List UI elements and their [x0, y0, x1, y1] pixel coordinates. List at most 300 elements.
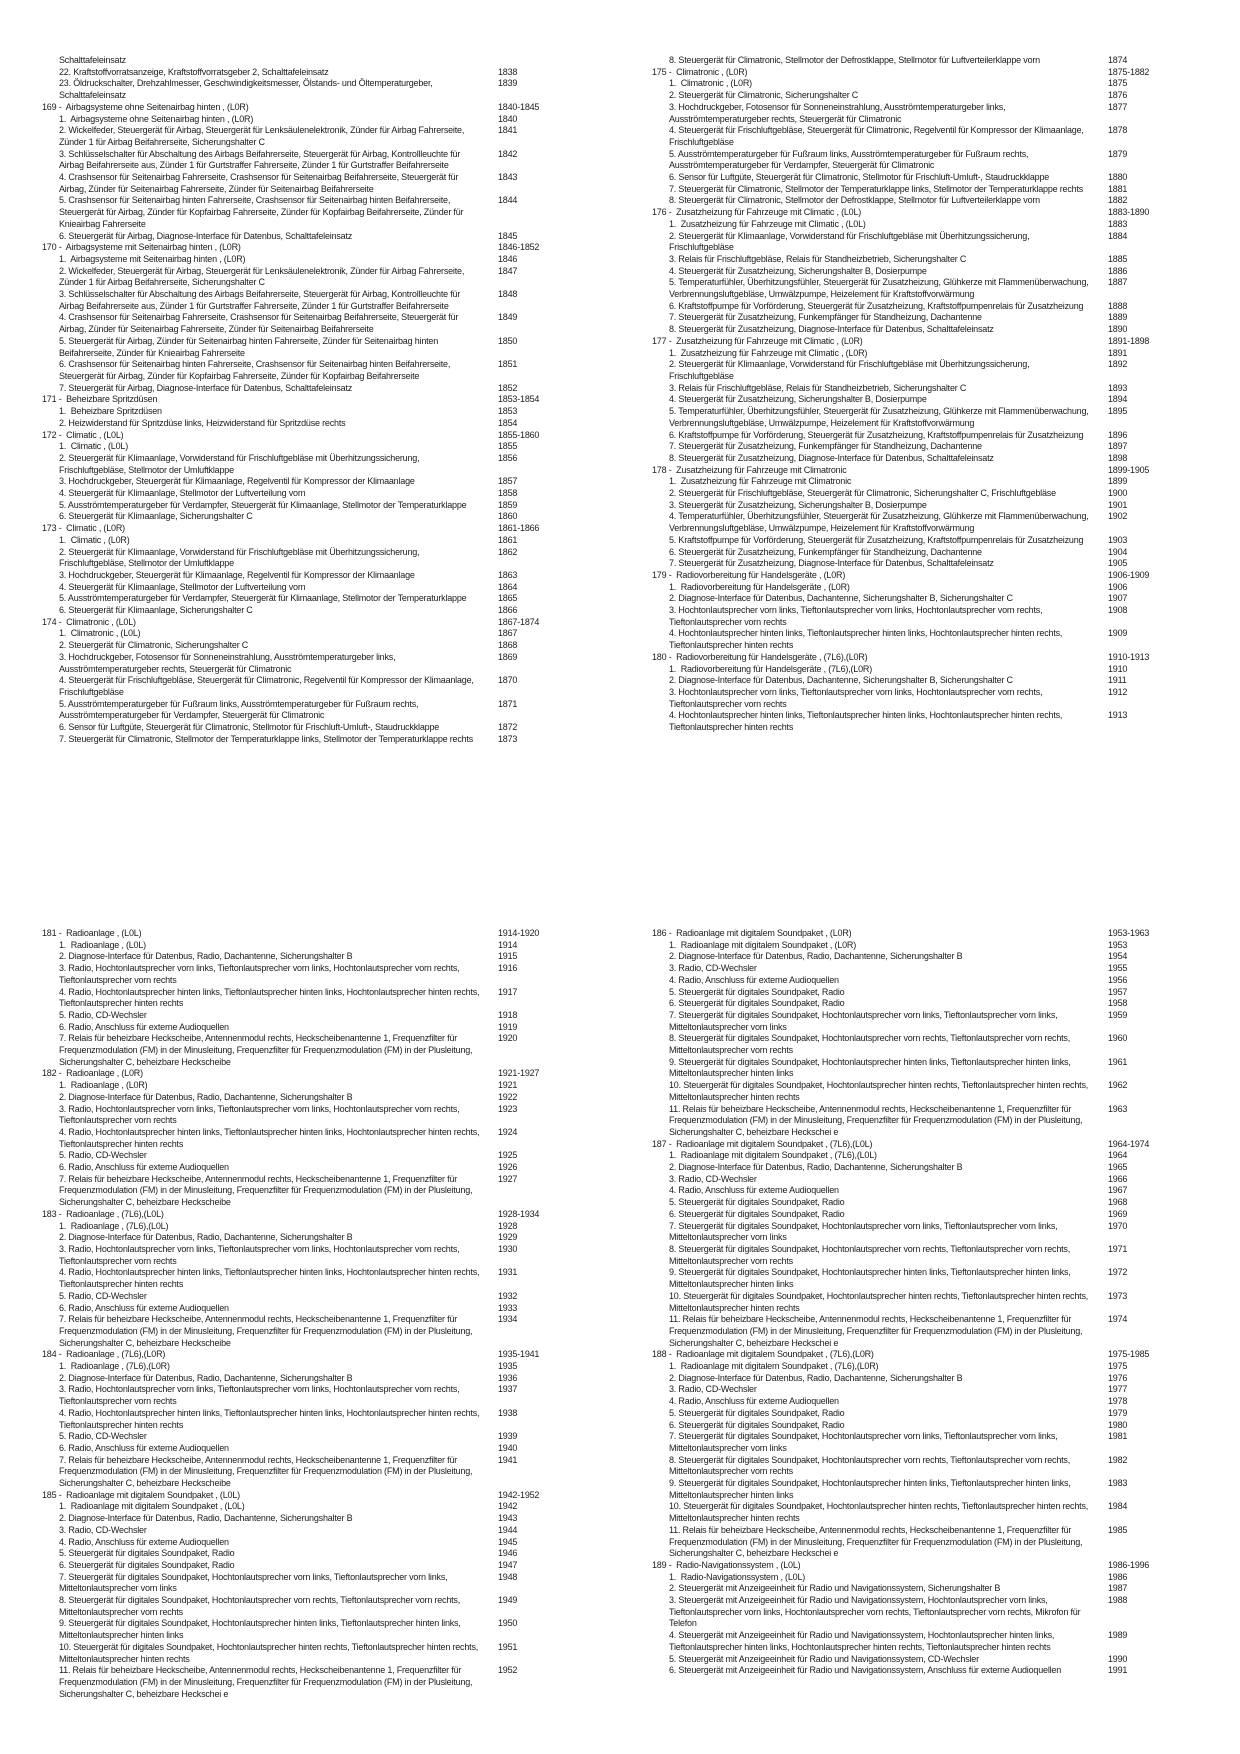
entry-text: 5. Steuergerät für Airbag, Zünder für Seitenairbag hinten Fahrerseite, Zünder für Seitenairbag hinten Beifahrerseite, Zünder für Knieairbag Fahrerseite [59, 335, 439, 358]
entry-text: 3. Radio, Hochtonlautsprecher vorn links, Tieftonlautsprecher vorn links, Hochtonlautsprecher vorn rechts, Tieftonlautsprecher vorn rechts [59, 963, 460, 985]
page-number: 1839 [498, 78, 518, 89]
page-number: 1894 [1108, 394, 1128, 405]
section-header-row [652, 207, 1172, 219]
index-entry-row [652, 1361, 1172, 1373]
section-header-row [652, 1560, 1172, 1572]
index-entry-row [652, 312, 1172, 324]
entry-text: 4. Steuergerät mit Anzeigeeinheit für Radio und Navigationssystem, Hochtonlautsprecher hinten links, Tieftonlautsprecher hinten links, Hochtonlautsprecher hinten rechts, Tieftonlautsprecher hinten rechts [669, 1630, 1055, 1652]
index-entry-row [652, 1408, 1172, 1420]
index-entry-row [42, 231, 562, 243]
entry-text: 2. Diagnose-Interface für Datenbus, Radio, Dachantenne, Sicherungshalter B [59, 1372, 353, 1383]
page-number: 1936 [498, 1372, 518, 1383]
entry-text: 3. Hochdruckgeber, Steuergerät für Klimaanlage, Regelventil für Kompressor der Klimaanlage [59, 569, 415, 580]
entry-text: 11. Relais für beheizbare Heckscheibe, Antennenmodul rechts, Heckscheibenantenne 1, Frequenzfilter für Frequenzmodulation (FM) in der Minusleitung, Frequenzfilter für Frequenzmodulation (FM) in der Plusleitung, Sicherungshalter C, beheizbare Heckschei e [669, 1524, 1083, 1559]
section-header-row [42, 1068, 562, 1080]
page-number: 1861-1866 [498, 523, 540, 534]
entry-text: 6. Steuergerät für Klimaanlage, Sicherungshalter C [59, 605, 253, 616]
index-entry-row [652, 1373, 1172, 1385]
index-entry-row [42, 476, 562, 488]
page-number: 1848 [498, 289, 518, 300]
index-entry-row [42, 1373, 562, 1385]
page-number: 1914-1920 [498, 928, 540, 938]
entry-text: 8. Steuergerät für Climatronic, Stellmotor der Defrostklappe, Stellmotor für Luftverteilerklappe vorn [669, 195, 1040, 206]
page-number: 1843 [498, 172, 518, 183]
section-title: 182 - Radioanlage , (L0R) [42, 1068, 143, 1079]
page-number: 1949 [498, 1595, 518, 1606]
page-number: 1910 [1108, 663, 1128, 674]
index-entry-row [42, 1010, 562, 1022]
page-number: 1991 [1108, 1665, 1128, 1676]
index-entry-row [652, 1209, 1172, 1221]
index-entry-row [652, 125, 1172, 148]
index-entry-row [652, 1185, 1172, 1197]
entry-text: 5. Radio, CD-Wechsler [59, 1150, 147, 1161]
entry-text: 2. Steuergerät mit Anzeigeeinheit für Radio und Navigationssystem, Sicherungshalter B [669, 1583, 1001, 1594]
index-entry-row [42, 1361, 562, 1373]
section-title: 174 - Climatronic , (L0L) [42, 616, 136, 627]
page-number: 1928-1934 [498, 1208, 540, 1219]
page-number: 1862 [498, 546, 518, 557]
index-entry-row [42, 628, 562, 640]
entry-text: 5. Steuergerät mit Anzeigeeinheit für Radio und Navigationssystem, CD-Wechsler [669, 1653, 979, 1664]
entry-text: 3. Radio, CD-Wechsler [669, 1384, 757, 1395]
page-number: 1983 [1108, 1478, 1128, 1489]
section-title: 181 - Radioanlage , (L0L) [42, 928, 142, 938]
page-number: 1987 [1108, 1583, 1128, 1594]
index-entry-row [42, 55, 562, 67]
entry-text: 1. Zusatzheizung für Fahrzeuge mit Climatic , (L0L) [669, 218, 866, 229]
entry-text: 2. Steuergerät für Klimaanlage, Vorwiderstand für Frischluftgebläse mit Überhitzungssicherung, Frischluftgebläse [669, 230, 1030, 253]
index-entry-row [652, 1478, 1172, 1501]
entry-text: 1. Radioanlage , (7L6),(L0R) [59, 1361, 170, 1372]
index-entry-row [652, 675, 1172, 687]
entry-text: 2. Steuergerät für Frischluftgebläse, Steuergerät für Climatronic, Sicherungshalter C, Frischluftgebläse [669, 488, 1056, 499]
page-number: 1917 [498, 986, 518, 997]
page-number: 1973 [1108, 1290, 1128, 1301]
section-header-row [652, 570, 1172, 582]
page-number: 1941 [498, 1454, 518, 1465]
index-entry-row [652, 1080, 1172, 1103]
entry-text: 10. Steuergerät für digitales Soundpaket, Hochtonlautsprecher hinten rechts, Tieftonlautsprecher hinten rechts, Mitteltonlautsprecher hinten rechts [669, 1501, 1089, 1524]
index-entry-row [42, 1092, 562, 1104]
index-entry-row [42, 1431, 562, 1443]
page-number: 1985 [1108, 1524, 1128, 1535]
entry-text: 3. Steuergerät mit Anzeigeeinheit für Radio und Navigationssystem, Hochtonlautsprecher vorn links, Tieftonlautsprecher vorn links, Hochtonlautsprecher vorn rechts, Tieftonlautsprecher vorn rechts, Mikrofon für Telefon [669, 1595, 1081, 1629]
index-entry-row [652, 664, 1172, 676]
index-entry-row [42, 488, 562, 500]
entry-text: 1. Radiovorbereitung für Handelsgeräte , (L0R) [669, 581, 850, 592]
page-number: 1846 [498, 253, 518, 264]
index-entry-row [42, 1033, 562, 1068]
page-number: 1859 [498, 499, 518, 510]
index-entry-row [42, 1232, 562, 1244]
page-number: 1923 [498, 1103, 518, 1114]
section-header-row [42, 430, 562, 442]
index-entry-row [42, 1513, 562, 1525]
page-number: 1855 [498, 441, 518, 452]
page-number: 1885 [1108, 253, 1128, 264]
page-number: 1978 [1108, 1396, 1128, 1407]
index-entry-row [42, 149, 562, 172]
index-entry-row [652, 359, 1172, 382]
entry-text: 4. Hochtonlautsprecher hinten links, Tieftonlautsprecher hinten links, Hochtonlautsprecher hinten rechts, Tieftonlautsprecher hinten rechts [669, 710, 1063, 733]
section-title: 180 - Radiovorbereitung für Handelsgeräte , (7L6),(L0R) [652, 651, 868, 662]
index-entry-row [652, 90, 1172, 102]
entry-text: 7. Relais für beheizbare Heckscheibe, Antennenmodul rechts, Heckscheibenantenne 1, Frequenzfilter für Frequenzmodulation (FM) in der Minusleitung, Frequenzfilter für Frequenzmodulation (FM) in der Plusleitung, Sicherungshalter C, beheizbare Heckscheibe [59, 1314, 473, 1348]
entry-text: 5. Steuergerät für digitales Soundpaket, Radio [59, 1548, 235, 1559]
page-number: 1897 [1108, 441, 1128, 452]
index-entry-row [42, 1104, 562, 1127]
page-number: 1906-1909 [1108, 569, 1150, 580]
index-entry-row [652, 1162, 1172, 1174]
page-number: 1906 [1108, 581, 1128, 592]
entry-text: 5. Ausströmtemperaturgeber für Fußraum links, Ausströmtemperaturgeber für Fußraum rechts, Ausströmtemperaturgeber für Verdampfer, Steuergerät für Climatronic [59, 698, 419, 721]
entry-text: 2. Diagnose-Interface für Datenbus, Dachantenne, Sicherungshalter B, Sicherungshalter C [669, 675, 1013, 686]
page-number: 1989 [1108, 1630, 1128, 1641]
index-entry-row [42, 1314, 562, 1349]
page-number: 1982 [1108, 1454, 1128, 1465]
index-entry-row [42, 1455, 562, 1490]
entry-text: 6. Steuergerät für Zusatzheizung, Funkempfänger für Standheizung, Dachantenne [669, 546, 982, 557]
index-entry-row [652, 195, 1172, 207]
page-number: 1853-1854 [498, 394, 540, 405]
page-number: 1975 [1108, 1361, 1128, 1372]
index-entry-row [652, 1583, 1172, 1595]
section-header-row [652, 465, 1172, 477]
section-title: 183 - Radioanlage , (7L6),(L0L) [42, 1208, 164, 1219]
index-entry-row [652, 1010, 1172, 1033]
page-number: 1863 [498, 569, 518, 580]
entry-text: Schalttafeleinsatz [59, 55, 126, 65]
page-number: 1891-1898 [1108, 335, 1150, 346]
index-entry-row [42, 1537, 562, 1549]
page-number: 1945 [498, 1536, 518, 1547]
entry-text: 7. Steuergerät für digitales Soundpaket, Hochtonlautsprecher vorn links, Tieftonlautsprecher vorn links, Mitteltonlautsprecher vorn links [59, 1571, 448, 1594]
index-entry-row [42, 1572, 562, 1595]
page-number: 1861 [498, 534, 518, 545]
page-number: 1904 [1108, 546, 1128, 557]
page-number: 1851 [498, 359, 518, 370]
entry-text: 2. Wickelfeder, Steuergerät für Airbag, Steuergerät für Lenksäulenelektronik, Zünder für Airbag Fahrerseite, Zünder 1 für Airbag Beifahrerseite, Sicherungshalter C [59, 265, 465, 288]
entry-text: 3. Radio, CD-Wechsler [59, 1524, 147, 1535]
entry-text: 4. Radio, Hochtonlautsprecher hinten links, Tieftonlautsprecher hinten links, Hochtonlautsprecher hinten rechts, Tieftonlautsprecher hinten rechts [59, 1407, 480, 1430]
page-number: 1971 [1108, 1243, 1128, 1254]
section-title: 173 - Climatic , (L0R) [42, 523, 125, 534]
page-number: 1909 [1108, 628, 1128, 639]
index-entry-row [42, 172, 562, 195]
index-entry-row [42, 1162, 562, 1174]
page-number: 1919 [498, 1021, 518, 1032]
entry-text: 4. Radio, Hochtonlautsprecher hinten links, Tieftonlautsprecher hinten links, Hochtonlautsprecher hinten rechts, Tieftonlautsprecher hinten rechts [59, 1126, 480, 1149]
index-entry-row [42, 1665, 562, 1700]
index-block-bottom [42, 928, 1198, 1700]
page-number: 1951 [498, 1641, 518, 1652]
page-number: 1924 [498, 1126, 518, 1137]
entry-text: 6. Radio, Anschluss für externe Audioquellen [59, 1302, 229, 1313]
index-entry-row [42, 266, 562, 289]
entry-text: 8. Steuergerät für Zusatzheizung, Diagnose-Interface für Datenbus, Schalttafeleinsatz [669, 452, 994, 463]
entry-text: 9. Steuergerät für digitales Soundpaket, Hochtonlautsprecher hinten links, Tieftonlautsprecher hinten links, Mitteltonlautsprecher hinten links [669, 1056, 1071, 1079]
page-number: 1896 [1108, 429, 1128, 440]
index-entry-row [42, 1525, 562, 1537]
entry-text: 7. Steuergerät für digitales Soundpaket, Hochtonlautsprecher vorn links, Tieftonlautsprecher vorn links, Mitteltonlautsprecher vorn links [669, 1431, 1058, 1453]
index-entry-row [652, 277, 1172, 300]
index-entry-row [652, 394, 1172, 406]
index-entry-row [42, 1291, 562, 1303]
index-entry-row [652, 940, 1172, 952]
page-number: 1965 [1108, 1162, 1128, 1173]
page-number: 1958 [1108, 998, 1128, 1009]
section-title: 179 - Radiovorbereitung für Handelsgeräte , (L0R) [652, 569, 846, 580]
entry-text: 23. Öldruckschalter, Drehzahlmesser, Geschwindigkeitsmesser, Ölstands- und Öltemperaturgeber, Schalttafeleinsatz [59, 78, 433, 101]
entry-text: 2. Steuergerät für Climatronic, Sicherungshalter C [669, 90, 859, 101]
entry-text: 6. Steuergerät mit Anzeigeeinheit für Radio und Navigationssystem, Anschluss für externe Audioquellen [669, 1665, 1062, 1676]
section-header-row [652, 336, 1172, 348]
section-title: 188 - Radioanlage mit digitalem Soundpaket , (7L6),(L0R) [652, 1349, 874, 1360]
page-number: 1888 [1108, 300, 1128, 311]
section-header-row [652, 1349, 1172, 1361]
index-entry-row [42, 1022, 562, 1034]
page-number: 1964 [1108, 1150, 1128, 1161]
page-number: 1875-1882 [1108, 66, 1150, 77]
page-number: 1955 [1108, 963, 1128, 974]
page-number: 1901 [1108, 499, 1128, 510]
page-number: 1891 [1108, 347, 1128, 358]
page-number: 1875 [1108, 78, 1128, 89]
entry-text: 2. Steuergerät für Klimaanlage, Vorwiderstand für Frischluftgebläse mit Überhitzungssicherung, Frischluftgebläse [669, 359, 1030, 381]
page-number: 1974 [1108, 1314, 1128, 1325]
page-number: 1838 [498, 66, 518, 77]
index-entry-row [42, 1221, 562, 1233]
index-entry-row [42, 640, 562, 652]
index-entry-row [652, 266, 1172, 278]
page-number: 1892 [1108, 359, 1128, 370]
index-entry-row [652, 582, 1172, 594]
index-entry-row [652, 975, 1172, 987]
entry-text: 5. Temperaturfühler, Überhitzungsfühler, Steuergerät für Zusatzheizung, Glühkerze mit Flammenüberwachung, Verbrennungsluftgebläse, Umwälzpumpe, Heizelement für Kraftstoffvorwärmung [669, 406, 1089, 428]
page-number: 1878 [1108, 125, 1128, 136]
page-number: 1854 [498, 417, 518, 428]
page-number: 1914 [498, 939, 518, 950]
entry-text: 10. Steuergerät für digitales Soundpaket, Hochtonlautsprecher hinten rechts, Tieftonlautsprecher hinten rechts, Mitteltonlautsprecher hinten rechts [669, 1290, 1089, 1313]
entry-text: 3. Hochdruckgeber, Fotosensor für Sonneneinstrahlung, Ausströmtemperaturgeber links, Ausströmtemperaturgeber rechts, Steuergerät für Climatronic [59, 651, 396, 674]
page-number: 1920 [498, 1033, 518, 1044]
index-entry-row [42, 1408, 562, 1431]
entry-text: 2. Steuergerät für Climatronic, Sicherungshalter C [59, 640, 249, 651]
index-entry-row [42, 1548, 562, 1560]
entry-text: 3. Hochtonlautsprecher vorn links, Tieftonlautsprecher vorn links, Hochtonlautsprecher vorn rechts, Tieftonlautsprecher vorn rechts [669, 686, 1043, 709]
page-number: 1933 [498, 1302, 518, 1313]
page-number: 1866 [498, 605, 518, 616]
page-number: 1960 [1108, 1033, 1128, 1044]
section-header-row [42, 242, 562, 254]
entry-text: 6. Steuergerät für Klimaanlage, Sicherungshalter C [59, 511, 253, 522]
entry-text: 4. Radio, Anschluss für externe Audioquellen [669, 974, 839, 985]
entry-text: 6. Kraftstoffpumpe für Vorförderung, Steuergerät für Zusatzheizung, Kraftstoffpumpenrelais für Zusatzheizung [669, 300, 1084, 311]
index-entry-row [652, 963, 1172, 975]
entry-text: 4. Steuergerät für Frischluftgebläse, Steuergerät für Climatronic, Regelventil für Kompressor der Klimaanlage, Frischluftgebläse [59, 675, 474, 697]
page-number: 1889 [1108, 312, 1128, 323]
page-number: 1890 [1108, 324, 1128, 335]
section-header-row [652, 652, 1172, 664]
page-number: 1882 [1108, 195, 1128, 206]
index-entry-row [652, 1420, 1172, 1432]
index-entry-row [42, 987, 562, 1010]
index-entry-row [652, 55, 1172, 67]
page-number: 1957 [1108, 986, 1128, 997]
entry-text: 3. Radio, Hochtonlautsprecher vorn links, Tieftonlautsprecher vorn links, Hochtonlautsprecher vorn rechts, Tieftonlautsprecher vorn rechts [59, 1243, 460, 1266]
page-number: 1966 [1108, 1173, 1128, 1184]
page-number: 1871 [498, 698, 518, 709]
entry-text: 2. Diagnose-Interface für Datenbus, Radio, Dachantenne, Sicherungshalter B [59, 1232, 353, 1243]
section-header-row [42, 102, 562, 114]
page-number: 1868 [498, 640, 518, 651]
entry-text: 7. Relais für beheizbare Heckscheibe, Antennenmodul rechts, Heckscheibenantenne 1, Frequenzfilter für Frequenzmodulation (FM) in der Minusleitung, Frequenzfilter für Frequenzmodulation (FM) in der Plusleitung, Sicherungshalter C, beheizbare Heckscheibe [59, 1454, 473, 1489]
index-entry-row [42, 1267, 562, 1290]
entry-text: 2. Diagnose-Interface für Datenbus, Radio, Dachantenne, Sicherungshalter B [59, 1091, 353, 1102]
entry-text: 1. Climatronic , (L0R) [669, 78, 752, 89]
page-number: 1881 [1108, 183, 1128, 194]
page-number: 1946 [498, 1548, 518, 1559]
entry-text: 4. Radio, Anschluss für externe Audioquellen [59, 1536, 229, 1547]
page-number: 1975-1985 [1108, 1349, 1150, 1360]
section-header-row [42, 617, 562, 629]
index-entry-row [652, 1455, 1172, 1478]
entry-text: 5. Radio, CD-Wechsler [59, 1290, 147, 1301]
index-entry-row [42, 67, 562, 79]
page-number: 1944 [498, 1524, 518, 1535]
page-number: 1930 [498, 1243, 518, 1254]
page-number: 1856 [498, 452, 518, 463]
entry-text: 1. Zusatzheizung für Fahrzeuge mit Climatronic [669, 476, 852, 487]
page-number: 1893 [1108, 382, 1128, 393]
index-entry-row [652, 1525, 1172, 1560]
entry-text: 9. Steuergerät für digitales Soundpaket, Hochtonlautsprecher hinten links, Tieftonlautsprecher hinten links, Mitteltonlautsprecher hinten links [669, 1267, 1071, 1290]
index-entry-row [42, 312, 562, 335]
entry-text: 2. Diagnose-Interface für Datenbus, Radio, Dachantenne, Sicherungshalter B [59, 1513, 353, 1524]
page-number: 1879 [1108, 148, 1128, 159]
index-entry-row [42, 1642, 562, 1665]
entry-text: 1. Radioanlage , (L0R) [59, 1080, 148, 1091]
page-number: 1950 [498, 1618, 518, 1629]
entry-text: 3. Hochtonlautsprecher vorn links, Tieftonlautsprecher vorn links, Hochtonlautsprecher vorn rechts, Tieftonlautsprecher vorn rechts [669, 605, 1043, 627]
page-number: 1956 [1108, 974, 1128, 985]
index-column-top-left [42, 55, 562, 745]
page-number: 1900 [1108, 488, 1128, 499]
entry-text: 2. Diagnose-Interface für Datenbus, Radio, Dachantenne, Sicherungshalter B [59, 951, 353, 962]
entry-text: 6. Crashsensor für Seitenairbag hinten Fahrerseite, Crashsensor für Seitenairbag hinten Beifahrerseite, Steuergerät für Airbag, Zünder für Kopfairbag Fahrerseite, Zünder für Kopfairbag Beifahrerseite [59, 359, 451, 381]
index-entry-row [652, 535, 1172, 547]
index-entry-row [652, 710, 1172, 733]
section-title: 177 - Zusatzheizung für Fahrzeuge mit Climatic , (L0R) [652, 335, 863, 346]
page-number: 1905 [1108, 558, 1128, 569]
entry-text: 4. Steuergerät für Klimaanlage, Stellmotor der Luftverteilung vorn [59, 488, 306, 499]
index-entry-row [652, 1291, 1172, 1314]
entry-text: 8. Steuergerät für Zusatzheizung, Diagnose-Interface für Datenbus, Schalttafeleinsatz [669, 324, 994, 335]
index-entry-row [652, 605, 1172, 628]
page-number: 1903 [1108, 534, 1128, 545]
entry-text: 1. Radio-Navigationssystem , (L0L) [669, 1571, 806, 1582]
section-title: 175 - Climatronic , (L0R) [652, 66, 748, 77]
index-entry-row [42, 254, 562, 266]
index-entry-row [652, 348, 1172, 360]
section-header-row [42, 394, 562, 406]
page-number: 1947 [498, 1559, 518, 1570]
entry-text: 3. Radio, Hochtonlautsprecher vorn links, Tieftonlautsprecher vorn links, Hochtonlautsprecher vorn rechts, Tieftonlautsprecher vorn rechts [59, 1103, 460, 1126]
entry-text: 8. Steuergerät für digitales Soundpaket, Hochtonlautsprecher vorn rechts, Tieftonlautsprecher vorn rechts, Mitteltonlautsprecher vorn rechts [669, 1033, 1071, 1056]
entry-text: 2. Diagnose-Interface für Datenbus, Dachantenne, Sicherungshalter B, Sicherungshalter C [669, 593, 1013, 604]
page-number: 1927 [498, 1173, 518, 1184]
entry-text: 1. Zusatzheizung für Fahrzeuge mit Climatic , (L0R) [669, 347, 868, 358]
index-entry-row [42, 605, 562, 617]
entry-text: 4. Radio, Hochtonlautsprecher hinten links, Tieftonlautsprecher hinten links, Hochtonlautsprecher hinten rechts, Tieftonlautsprecher hinten rechts [59, 986, 480, 1009]
page-number: 1962 [1108, 1080, 1128, 1091]
entry-text: 2. Diagnose-Interface für Datenbus, Radio, Dachantenne, Sicherungshalter B [669, 951, 963, 962]
page-number: 1981 [1108, 1431, 1128, 1442]
page-number: 1872 [498, 722, 518, 733]
page-number: 1867-1874 [498, 616, 540, 627]
section-header-row [42, 1490, 562, 1502]
entry-text: 6. Radio, Anschluss für externe Audioquellen [59, 1442, 229, 1453]
page-number: 1932 [498, 1290, 518, 1301]
page-number: 1907 [1108, 593, 1128, 604]
page-number: 1937 [498, 1384, 518, 1395]
entry-text: 5. Crashsensor für Seitenairbag hinten Fahrerseite, Crashsensor für Seitenairbag hinten Beifahrerseite, Steuergerät für Airbag, Zünder für Kopfairbag Fahrerseite, Zünder für Kopfairbag Beifahrerseite, Zünder für Knieairbag Fahrerseite [59, 195, 464, 229]
page-number: 1860 [498, 511, 518, 522]
page-number: 1984 [1108, 1501, 1128, 1512]
page-number: 1931 [498, 1267, 518, 1278]
entry-text: 8. Steuergerät für digitales Soundpaket, Hochtonlautsprecher vorn rechts, Tieftonlautsprecher vorn rechts, Mitteltonlautsprecher vorn rechts [669, 1243, 1071, 1266]
entry-text: 1. Radioanlage , (L0L) [59, 939, 146, 950]
section-header-row [652, 67, 1172, 79]
index-entry-row [42, 1501, 562, 1513]
section-header-row [42, 1349, 562, 1361]
page-number: 1948 [498, 1571, 518, 1582]
index-entry-row [652, 547, 1172, 559]
index-entry-row [42, 1560, 562, 1572]
entry-text: 2. Diagnose-Interface für Datenbus, Radio, Dachantenne, Sicherungshalter B [669, 1372, 963, 1383]
page-number: 1940 [498, 1442, 518, 1453]
entry-text: 4. Steuergerät für Zusatzheizung, Sicherungshalter B, Dosierpumpe [669, 265, 927, 276]
page-number: 1990 [1108, 1653, 1128, 1664]
index-entry-row [652, 441, 1172, 453]
entry-text: 7. Steuergerät für Zusatzheizung, Funkempfänger für Standheizung, Dachantenne [669, 441, 982, 452]
index-entry-row [652, 1595, 1172, 1630]
entry-text: 1. Radiovorbereitung für Handelsgeräte , (7L6),(L0R) [669, 663, 873, 674]
index-block-top [42, 55, 1198, 745]
page-number: 1857 [498, 476, 518, 487]
entry-text: 11. Relais für beheizbare Heckscheibe, Antennenmodul rechts, Heckscheibenantenne 1, Frequenzfilter für Frequenzmodulation (FM) in der Minusleitung, Frequenzfilter für Frequenzmodulation (FM) in der Plusleitung, Sicherungshalter C, beheizbare Heckschei e [669, 1314, 1083, 1348]
page-number: 1922 [498, 1091, 518, 1102]
page-number: 1845 [498, 230, 518, 241]
section-header-row [42, 523, 562, 535]
page-number: 1842 [498, 148, 518, 159]
index-entry-row [42, 336, 562, 359]
index-entry-row [42, 582, 562, 594]
index-entry-row [652, 1267, 1172, 1290]
page-number: 1899-1905 [1108, 464, 1150, 475]
page-number: 1852 [498, 382, 518, 393]
index-entry-row [42, 418, 562, 430]
entry-text: 5. Steuergerät für digitales Soundpaket, Radio [669, 1197, 845, 1208]
entry-text: 3. Schlüsselschalter für Abschaltung des Airbags Beifahrerseite, Steuergerät für Airbag, Kontrollleuchte für Airbag Beifahrerseite aus, Zünder 1 für Gurtstraffer Fahrerseite, Zünder 1 für Gurtstraffer Beifahrerseite [59, 148, 461, 171]
index-entry-row [42, 722, 562, 734]
index-entry-row [652, 987, 1172, 999]
index-entry-row [652, 1221, 1172, 1244]
index-entry-row [652, 1501, 1172, 1524]
index-entry-row [652, 219, 1172, 231]
index-entry-row [42, 940, 562, 952]
